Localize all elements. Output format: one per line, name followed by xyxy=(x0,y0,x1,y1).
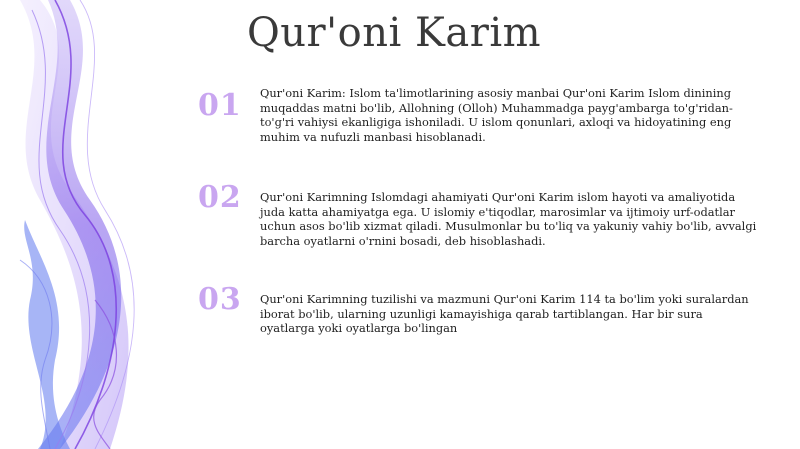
page-title: Qur'oni Karim xyxy=(247,10,542,56)
item-text: Qur'oni Karimning Islomdagi ahamiyati Qur'oni Karim islom hayoti va amaliyotida juda katta ahamiyatga ega. U islomiy e'tiqodlar, marosimlar va ijtimoiy urf-odatlar uchun asos bo'lib xizmat qiladi. Musulmonlar bu to'liq va yakuniy vahiy bo'lib, avvalgi barcha oyatlarni o'rnini bosadi, deb hisoblashadi. xyxy=(260,190,757,248)
item-number: 02 xyxy=(198,180,242,215)
item-number: 01 xyxy=(198,88,242,123)
item-number: 03 xyxy=(198,282,242,317)
decorative-ribbon-image xyxy=(0,0,180,449)
item-text: Qur'oni Karim: Islom ta'limotlarining asosiy manbai Qur'oni Karim Islom dinining muqaddas matni bo'lib, Allohning (Olloh) Muhammadga payg'ambarga to'g'ridan-to'g'ri vahiysi ekanligiga ishoniladi. U islom qonunlari, axloqi va hidoyatining eng muhim va nufuzli manbasi hisoblanadi. xyxy=(260,86,733,144)
item-text: Qur'oni Karimning tuzilishi va mazmuni Qur'oni Karim 114 ta bo'lim yoki suralardan iborat bo'lib, ularning uzunligi kamayishiga qarab tartiblangan. Har bir sura oyatlarga yoki oyatlarga bo'lingan xyxy=(260,292,749,336)
